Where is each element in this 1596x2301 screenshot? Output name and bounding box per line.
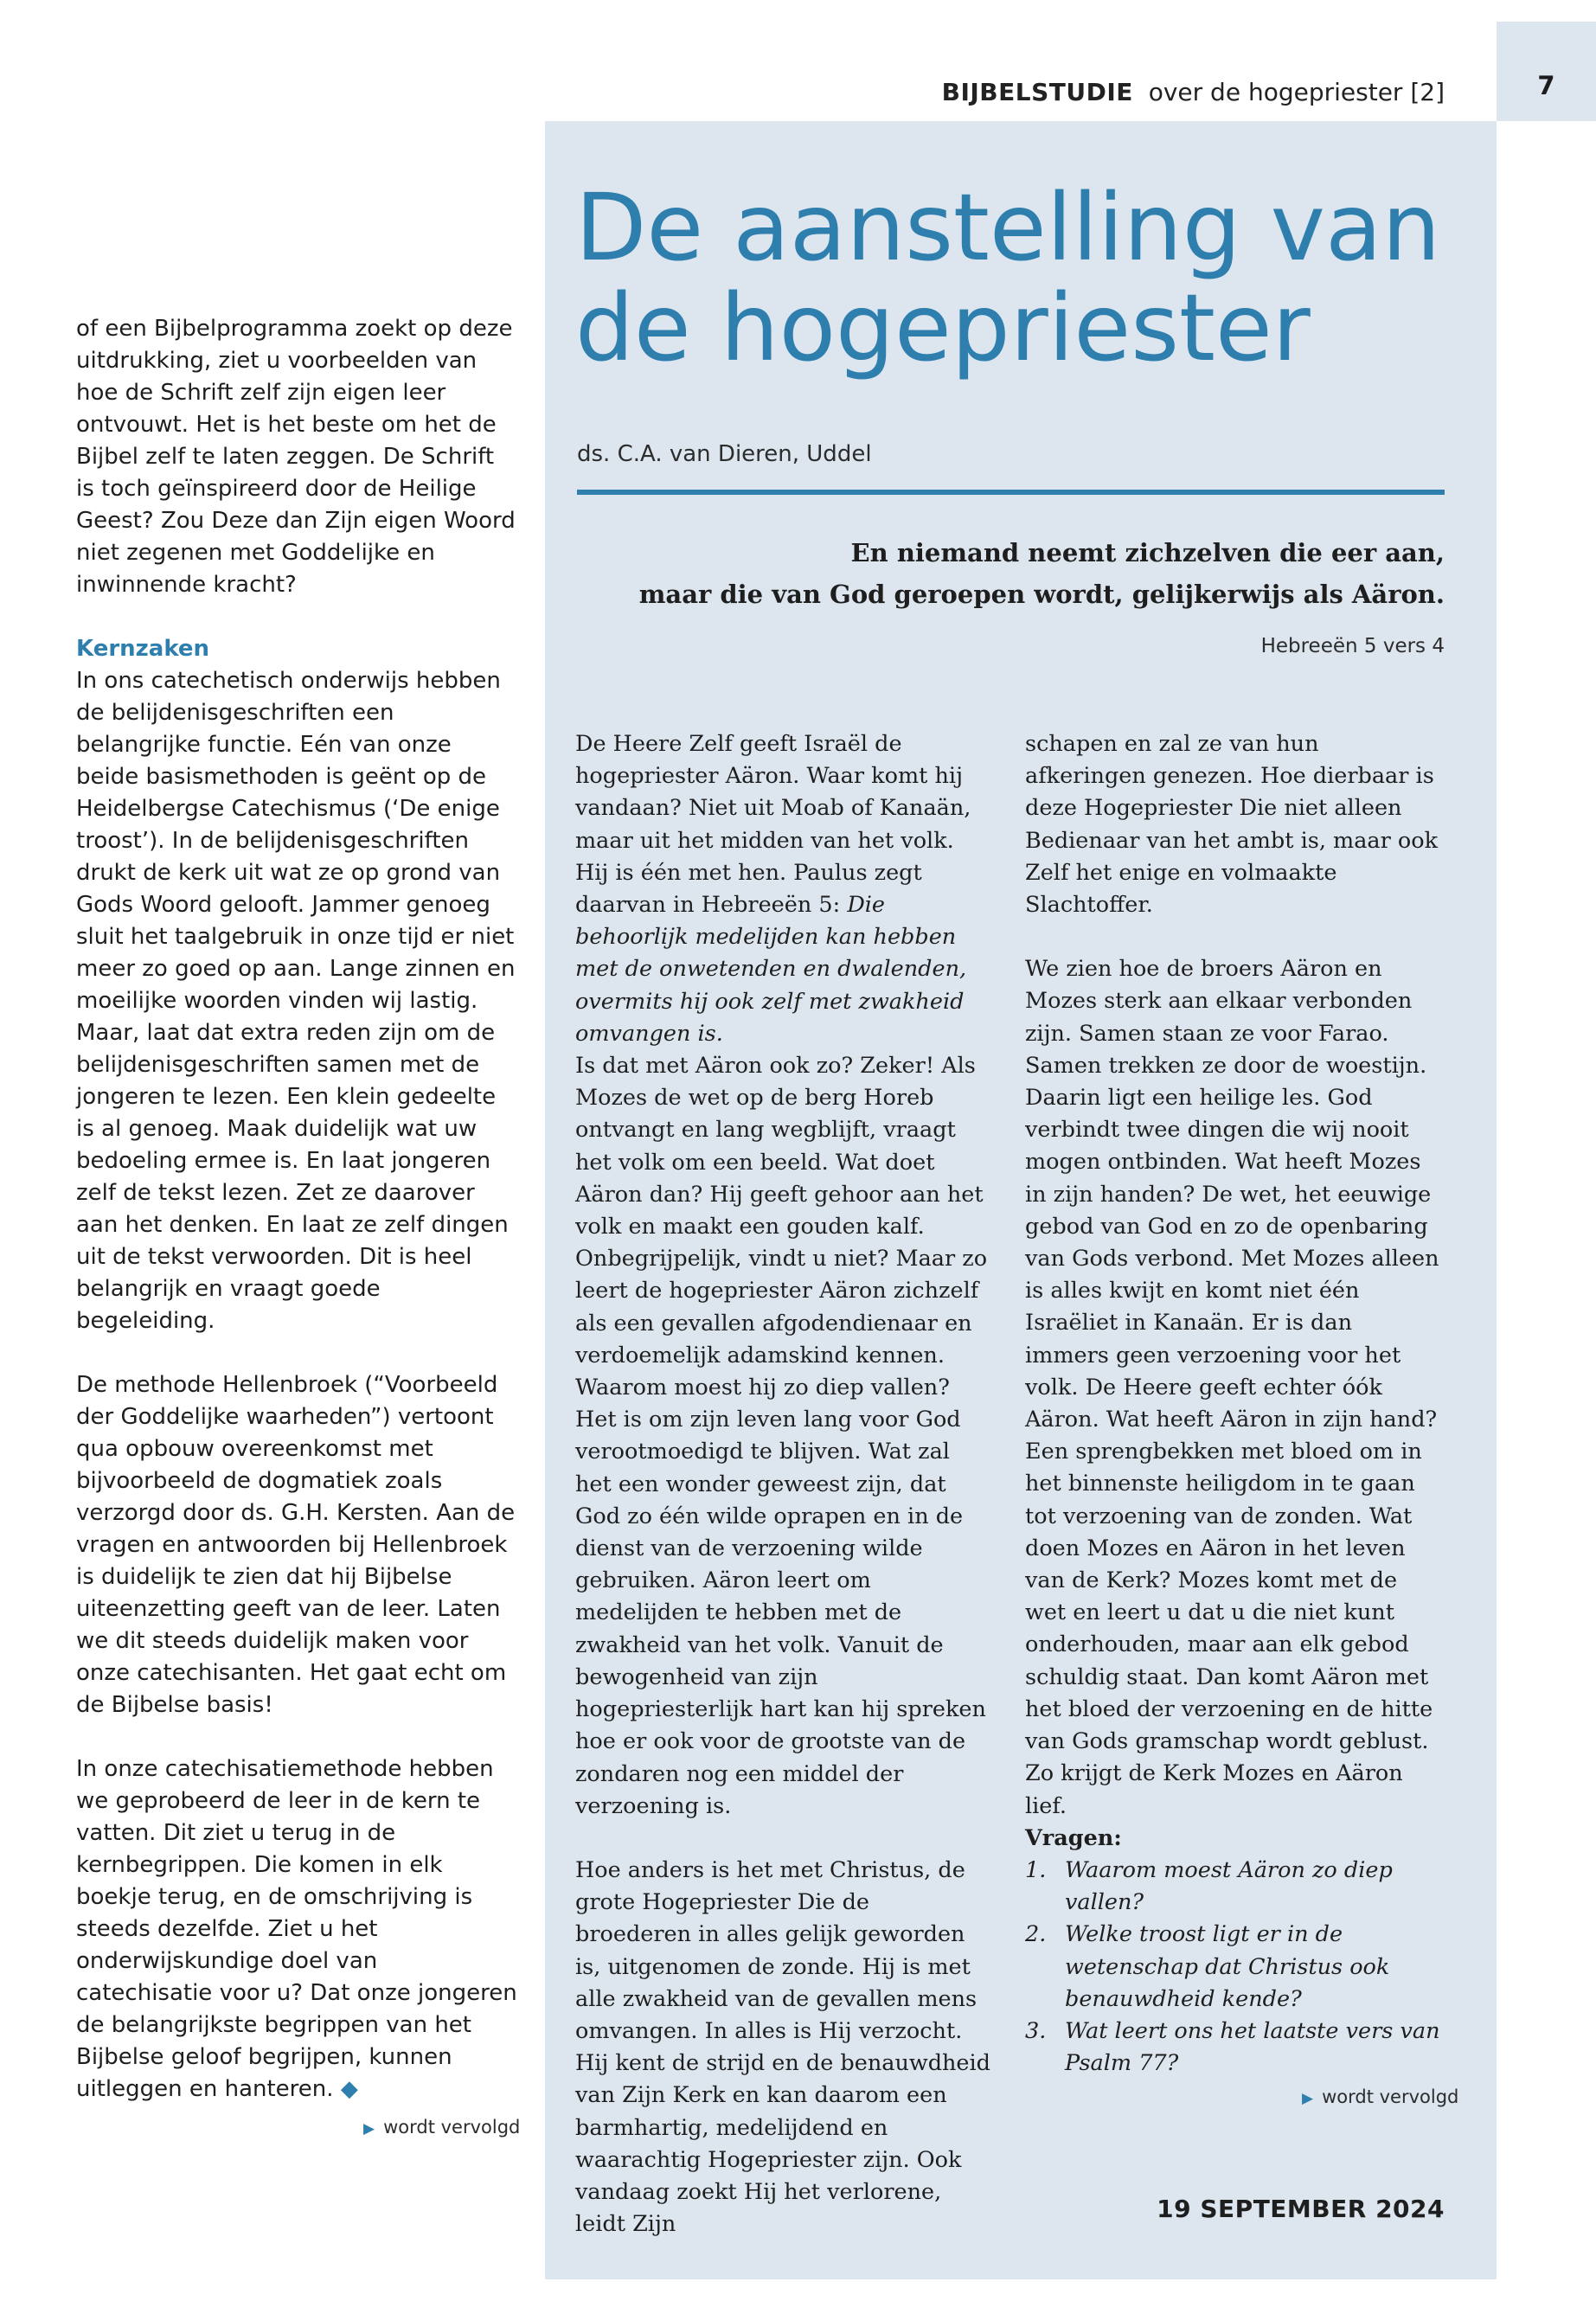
left-paragraph-1: of een Bijbelprogramma zoekt op deze uitdrukking, ziet u voorbeelden van hoe de Schrift zelf zijn eigen leer ontvouwt. Het is het beste om het de Bijbel zelf te laten zeggen. De Schrift is toch geïnspireerd door de Heilige Geest? Zou Deze dan Zijn eigen Woord niet zegenen met Goddelijke en inwinnende kracht? bbox=[76, 316, 516, 598]
question-number: 2. bbox=[1025, 1921, 1047, 1948]
article-author: ds. C.A. van Dieren, Uddel bbox=[577, 441, 872, 467]
left-column bbox=[76, 313, 517, 2106]
question-text: Wat leert ons het laatste vers van Psalm 77? bbox=[1065, 2017, 1440, 2077]
question-text: Welke troost ligt er in de wetenschap dat Christus ook benauwdheid kende? bbox=[1065, 1921, 1390, 2012]
continued-text-left: wordt vervolgd bbox=[383, 2117, 521, 2138]
section-label: BIJBELSTUDIE bbox=[941, 78, 1133, 106]
questions-list bbox=[1025, 1855, 1440, 2080]
left-paragraph-2: In ons catechetisch onderwijs hebben de belijdenisgeschriften een belangrijke functie. Eén van onze beide basismethoden is geënt op de Heidelbergse Catechismus (‘De enige troost’). In de belijdenisgeschriften drukt de kerk uit wat ze op grond van Gods Woord gelooft. Jammer genoeg sluit het taalgebruik in onze tijd er niet meer zo goed op aan. Lange zinnen en moeilijke woorden vinden wij lastig. Maar, laat dat extra reden zijn om de belijdenisgeschriften samen met de jongeren te lezen. Een klein gedeelte is al genoeg. Maak duidelijk wat uw bedoeling ermee is. En laat jongeren zelf de tekst lezen. Zet ze daarover aan het denken. En laat ze zelf dingen uit de tekst verwoorden. Dit is heel belangrijk en vraagt goede begeleiding. bbox=[76, 668, 516, 1334]
continued-note-left bbox=[363, 2117, 520, 2138]
middle-paragraph-1-continued: Is dat met Aäron ook zo? Zeker! Als Mozes de wet op de berg Horeb ontvangt en lang wegblijft, vraagt het volk om een beeld. Wat doet Aäron dan? Hij geeft gehoor aan het volk en maakt een gouden kalf. Onbegrijpelijk, vindt u niet? Maar zo leert de hogepriester Aäron zichzelf als een gevallen afgodendienaar en verdoemelijk adamskind kennen. Waarom moest hij zo diep vallen? Het is om zijn leven lang voor God verootmoedigd te blijven. Wat zal het een wonder geweest zijn, dat God zo één wilde oprapen en in de dienst van de verzoening wilde gebruiken. Aäron leert om medelijden te hebben met de zwakheid van het volk. Vanuit de bewogenheid van zijn hogepriesterlijk hart kan hij spreken hoe er ook voor de grootste van de zondaren nog een middel der verzoening is. bbox=[575, 1053, 988, 1819]
question-number: 3. bbox=[1025, 2017, 1047, 2044]
title-divider bbox=[577, 490, 1445, 495]
left-paragraph-3: De methode Hellenbroek (“Voorbeeld der Goddelijke waarheden”) vertoont qua opbouw overeenkomst met bijvoorbeeld de dogmatiek zoals verzorgd door ds. G.H. Kersten. Aan de vragen en antwoorden bij Hellenbroek is duidelijk te zien dat hij Bijbelse uiteenzetting geeft van de leer. Laten we dit steeds duidelijk maken voor onze catechisanten. Het gaat echt om de Bijbelse basis! bbox=[76, 1372, 516, 1718]
left-paragraph-4-text: In onze catechisatiemethode hebben we geprobeerd de leer in de kern te vatten. Dit ziet u terug in de kernbegrippen. Die komen in elk boekje terug, en de omschrijving is steeds dezelfde. Ziet u het onderwijskundige doel van catechisatie voor u? Dat onze jongeren de belangrijkste begrippen van het Bijbelse geloof begrijpen, kunnen uitleggen en hanteren. bbox=[76, 1756, 517, 2102]
middle-paragraph-1-intro: De Heere Zelf geeft Israël de hogepriester Aäron. Waar komt hij vandaan? Niet uit Moab of Kanaän, maar uit het midden van het volk. Hij is één met hen. Paulus zegt daarvan in Hebreeën 5: bbox=[575, 731, 971, 919]
question-number: 1. bbox=[1025, 1856, 1047, 1883]
middle-paragraph-1-citation: Die behoorlijk medelijden kan hebben met de onwetenden en dwalenden, overmits hij ook zelf met zwakheid omvangen is. bbox=[575, 892, 967, 1047]
diamond-icon: ◆ bbox=[340, 2076, 358, 2102]
running-header bbox=[942, 78, 1445, 106]
continued-note-right bbox=[1302, 2086, 1458, 2107]
play-triangle-icon: ▶ bbox=[363, 2120, 375, 2138]
section-topic: over de hogepriester [2] bbox=[1148, 78, 1445, 106]
left-paragraph-4 bbox=[76, 1753, 517, 2106]
quote-line-2: maar die van God geroepen wordt, gelijkerwijs als Aäron. bbox=[638, 580, 1445, 609]
questions-heading: Vragen: bbox=[1025, 1824, 1122, 1851]
question-item bbox=[1025, 1855, 1440, 1919]
subheading-kernzaken: Kernzaken bbox=[76, 636, 210, 662]
question-item bbox=[1025, 2016, 1440, 2080]
page-number: 7 bbox=[1537, 71, 1555, 100]
continued-text-right: wordt vervolgd bbox=[1322, 2086, 1459, 2107]
middle-paragraph-1 bbox=[575, 728, 990, 1050]
issue-date: 19 SEPTEMBER 2024 bbox=[1157, 2195, 1445, 2223]
right-paragraph-1: schapen en zal ze van hun afkeringen genezen. Hoe dierbaar is deze Hogepriester Die niet alleen Bedienaar van het ambt is, maar ook Zelf het enige en volmaakte Slachtoffer. bbox=[1025, 731, 1439, 919]
right-paragraph-2: We zien hoe de broers Aäron en Mozes sterk aan elkaar verbonden zijn. Samen staan ze voor Farao. Samen trekken ze door de woestijn. Daarin ligt een heilige les. God verbindt twee dingen die wij nooit mogen ontbinden. Wat heeft Mozes in zijn handen? De wet, het eeuwige gebod van God en zo de openbaring van Gods verbond. Met Mozes alleen is alles kwijt en komt niet één Israëliet in Kanaän. Er is dan immers geen verzoening voor het volk. De Heere geeft echter óók Aäron. Wat heeft Aäron in zijn hand? Een sprengbekken met bloed om in het binnenste heiligdom in te gaan tot verzoening van de zonden. Wat doen Mozes en Aäron in het leven van de Kerk? Mozes komt met de wet en leert u dat u die niet kunt onderhouden, maar aan elk gebod schuldig staat. Dan komt Aäron met het bloed der verzoening en de hitte van Gods gramschap wordt geblust. Zo krijgt de Kerk Mozes en Aäron lief. bbox=[1025, 956, 1439, 1819]
question-text: Waarom moest Aäron zo diep vallen? bbox=[1065, 1856, 1393, 1916]
question-item bbox=[1025, 1919, 1440, 2016]
scripture-quote bbox=[580, 532, 1445, 615]
quote-reference: Hebreeën 5 vers 4 bbox=[1260, 635, 1445, 657]
right-column bbox=[1025, 728, 1440, 2080]
quote-line-1: En niemand neemt zichzelven die eer aan, bbox=[850, 538, 1445, 567]
middle-column bbox=[575, 728, 990, 2240]
article-title: De aanstelling van de hogepriester bbox=[575, 175, 1441, 382]
middle-paragraph-2: Hoe anders is het met Christus, de grote Hogepriester Die de broederen in alles gelijk geworden is, uitgenomen de zonde. Hij is met alle zwakheid van de gevallen mens omvangen. In alles is Hij verzocht. Hij kent de strijd en de benauwdheid van Zijn Kerk en kan daarom een barmhartig, medelijdend en waarachtig Hogepriester zijn. Ook vandaag zoekt Hij het verlorene, leidt Zijn bbox=[575, 1856, 991, 2238]
play-triangle-icon: ▶ bbox=[1302, 2090, 1314, 2107]
